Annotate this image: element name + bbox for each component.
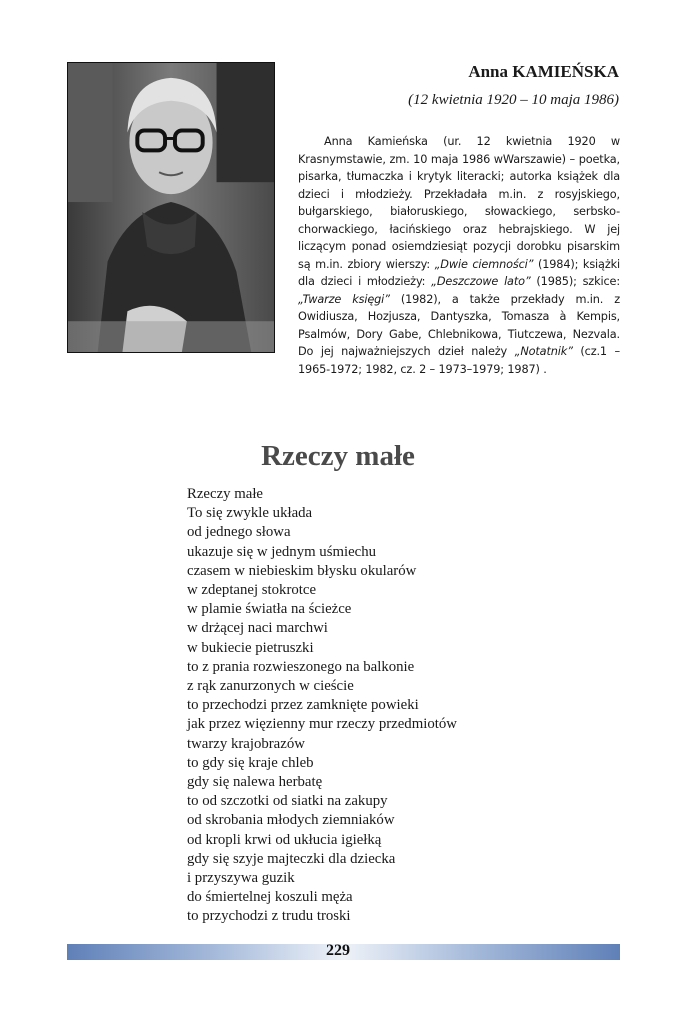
poem-line: ukazuje się w jednym uśmiechu	[187, 543, 377, 560]
poem-body	[187, 485, 457, 927]
poem-line: w bukiecie pietruszki	[187, 639, 314, 656]
poem-line: w zdeptanej stokrotce	[187, 582, 317, 599]
poem-line: Rzeczy małe	[187, 486, 263, 502]
poem-line: gdy się nalewa herbatę	[187, 774, 323, 791]
author-portrait-photo	[67, 62, 275, 353]
poem-title: Rzeczy małe	[261, 440, 415, 472]
poem-line: od jednego słowa	[187, 524, 291, 541]
bio-text: (1984); książki dla dzieci i młodzieży:	[298, 257, 620, 288]
poem-line: w plamie światła na ścieżce	[187, 601, 352, 618]
bio-work-title: „Deszczowe lato”	[431, 275, 531, 288]
bio-text: (cz.1 – 1965-1972; 1982, cz. 2 – 1973–1979; 1987) .	[298, 345, 620, 376]
poem-line: z rąk zanurzonych w cieście	[187, 678, 354, 695]
poem-line: to z prania rozwieszonego na balkonie	[187, 658, 415, 675]
poem-line: To się zwykle układa	[187, 505, 313, 522]
poem-line: do śmiertelnej koszuli męża	[187, 889, 353, 906]
author-dates: (12 kwietnia 1920 – 10 maja 1986)	[408, 92, 619, 108]
poem-line: od skrobania młodych ziemniaków	[187, 812, 395, 829]
poem-line: to gdy się kraje chleb	[187, 754, 314, 771]
bio-work-title: „Notatnik”	[514, 345, 573, 358]
poem-line: i przyszywa guzik	[187, 870, 295, 887]
poem-line: gdy się szyje majteczki dla dziecka	[187, 850, 396, 867]
poem-line: to przychodzi z trudu troski	[187, 908, 351, 925]
bio-work-title: „Dwie ciemności”	[434, 257, 534, 271]
poem-line: w drżącej naci marchwi	[187, 620, 328, 637]
bio-work-title: „Twarze księgi”	[298, 292, 390, 306]
poem-line: od kropli krwi od ukłucia igiełką	[187, 831, 382, 848]
bio-text: (1985); szkice:	[530, 275, 620, 288]
author-biography	[298, 133, 620, 378]
portrait-illustration	[68, 63, 274, 352]
poem-line: to od szczotki od siatki na zakupy	[187, 793, 388, 810]
bio-text: Anna Kamieńska (ur. 12 kwietnia 1920 w Krasnymstawie, zm. 10 maja 1986 wWarszawie) – poetka, pisarka, tłumaczka i krytyk literacki; autorka książek dla dzieci i młodzieży. Przekładała m.in. z rosyjskiego, bułgarskiego, białoruskiego, słowackiego, serbsko-chorwackiego, łacińskiego oraz hebrajskiego. W jej liczącym ponad osiemdziesiąt pozycji dorobku pisarskim są m.in. zbiory wierszy:	[298, 135, 620, 271]
bio-text: (1982), a także przekłady m.in. z Owidiusza, Hozjusza, Dantyszka, Tomasza à Kempis, Psalmów, Dory Gabe, Chlebnikowa, Tiutczewa, Nezvala. Do jej najważniejszych dzieł należy	[298, 292, 620, 358]
poem-line: jak przez więzienny mur rzeczy przedmiotów	[187, 716, 457, 733]
author-name: Anna KAMIEŃSKA	[468, 62, 619, 81]
poem-line: to przechodzi przez zamknięte powieki	[187, 697, 419, 714]
page-number: 229	[326, 942, 350, 959]
poem-line: twarzy krajobrazów	[187, 735, 305, 752]
poem-line: czasem w niebieskim błysku okularów	[187, 562, 417, 579]
